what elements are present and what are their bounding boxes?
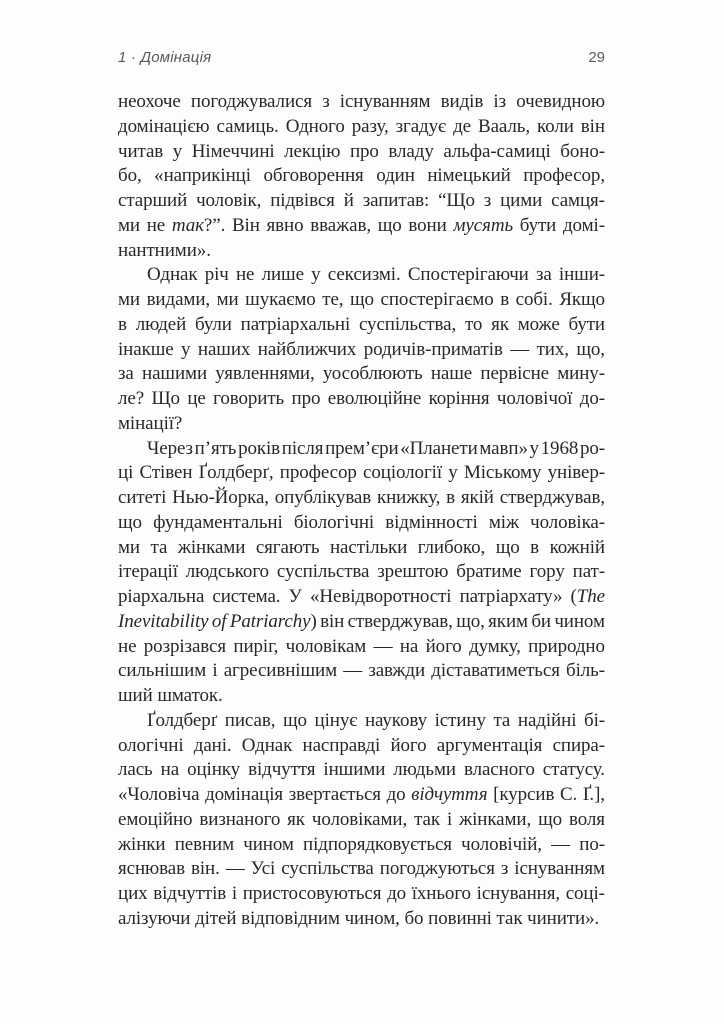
word: цінує [314, 709, 358, 731]
word: в [530, 536, 540, 558]
word: домінацією [118, 115, 210, 137]
word: У [288, 586, 302, 607]
word: патріархату» [459, 586, 563, 607]
text-line [118, 116, 605, 141]
word: гору [529, 561, 565, 583]
word: насправді [302, 734, 381, 756]
word: старший [118, 190, 188, 211]
text-line [118, 91, 605, 116]
word: до [386, 784, 406, 805]
word: емоційно [118, 808, 193, 830]
word: шукаємо [245, 289, 316, 310]
word: наших [197, 338, 251, 360]
word: що, [576, 338, 605, 360]
paragraph [118, 438, 605, 710]
text-line [118, 289, 605, 314]
word: з [483, 190, 492, 211]
word: відчуття [248, 759, 316, 781]
word: соціології [363, 462, 443, 484]
word: інши- [558, 264, 605, 286]
word: чоловіками, [311, 808, 408, 830]
word: Німеччині [191, 140, 275, 162]
word: пристосовуються [242, 883, 382, 904]
word: кожній [549, 536, 605, 558]
word: агресивнішим [223, 660, 337, 682]
word: він [320, 610, 345, 632]
word: лише [261, 264, 304, 286]
word: на [160, 759, 180, 781]
word: видів [440, 91, 484, 112]
word: аргументація [436, 734, 543, 756]
word: явно [266, 214, 304, 236]
word: згадує [395, 115, 447, 137]
text-line [118, 809, 605, 834]
word: як [287, 808, 305, 830]
word: (The [570, 586, 605, 607]
text-line [118, 240, 605, 265]
word: Усі [250, 858, 276, 880]
word: ро- [579, 437, 605, 459]
word: прем’єри [325, 437, 399, 459]
word: у [172, 140, 183, 162]
text-line [118, 759, 605, 784]
word: — [373, 635, 393, 657]
word: опублікував [274, 487, 372, 508]
word: Patriarchy) [229, 610, 317, 632]
word: зрештою [377, 561, 449, 583]
word: еволюційне [327, 388, 422, 409]
word: в [500, 289, 510, 310]
text-line [118, 462, 605, 487]
word: пиріг, [233, 635, 279, 657]
word: чином [554, 610, 605, 632]
word: його [425, 635, 462, 657]
word: тих, [536, 338, 569, 360]
word: С. [559, 784, 578, 805]
word: інакше [118, 338, 174, 360]
word: Міському [463, 462, 542, 484]
word: може [517, 313, 560, 335]
word: відчуття [411, 784, 488, 805]
word: суспільства, [358, 313, 457, 335]
word: мінації? [118, 412, 183, 434]
word: книжку, [376, 487, 441, 508]
paragraph [118, 710, 605, 933]
word: статусу. [542, 759, 605, 781]
word: настільки [329, 536, 408, 558]
word: воля [568, 808, 605, 830]
word: сильнішим [118, 660, 207, 682]
word: — [510, 338, 530, 360]
word: чоловіка- [530, 511, 605, 533]
chapter-label: 1 · Домінація [118, 49, 212, 66]
word: між [488, 511, 519, 533]
word: алізуючи [118, 907, 191, 929]
word: один [376, 165, 415, 187]
word: Однак [147, 264, 198, 286]
word: бі- [584, 709, 605, 731]
word: біологічні [293, 511, 375, 533]
word: сягають [255, 536, 320, 558]
word: разу, [351, 115, 389, 137]
word: повинні [428, 907, 492, 929]
word: уявленнями, [215, 363, 315, 385]
word: стверджував, [347, 610, 453, 632]
word: «Планети [400, 437, 478, 459]
word: про [291, 388, 321, 409]
word: of [211, 610, 227, 632]
text-line [118, 165, 605, 190]
text-line [118, 561, 605, 586]
word: жінками [177, 536, 246, 558]
word: в [446, 487, 456, 508]
word: нашими [142, 363, 208, 385]
word: вони [408, 214, 447, 236]
word: він. [190, 858, 220, 880]
word: звертається [288, 784, 381, 805]
word: яким [488, 610, 528, 632]
word: боно- [560, 140, 605, 162]
word: бути [568, 313, 605, 335]
word: наше [430, 363, 473, 385]
word: і [212, 660, 218, 682]
word: Якщо [559, 289, 605, 310]
word: де [453, 115, 471, 137]
word: мавп» [479, 437, 528, 459]
text-line [118, 413, 605, 438]
word: Ґолдберґ, [198, 462, 274, 484]
word: професор, [523, 165, 605, 187]
word: дітей [195, 907, 237, 929]
word: професор [279, 462, 357, 484]
word: це [187, 388, 206, 409]
word: оцінку [187, 759, 241, 781]
word: власного [463, 759, 535, 781]
word: чоловічій, [461, 833, 542, 855]
word: й [343, 190, 354, 211]
word: що [538, 808, 563, 830]
word: ми [118, 536, 140, 558]
text-line [118, 438, 605, 463]
word: система. [212, 586, 281, 607]
word: видами, [146, 289, 211, 310]
word: німецький [427, 165, 511, 187]
word: собі. [515, 289, 553, 310]
text-line [118, 685, 605, 710]
word: домінація [205, 784, 284, 805]
word: жінками, [459, 808, 532, 830]
word: підпорядковується [303, 833, 452, 855]
word: думку, [469, 635, 521, 657]
word: та [493, 709, 511, 731]
text-line [118, 264, 605, 289]
text-line [118, 908, 605, 933]
word: до- [579, 388, 605, 409]
word: то [464, 313, 483, 335]
word: з [322, 91, 330, 112]
word: за [118, 363, 134, 385]
word: самиць. [216, 115, 279, 137]
word: існуванням [514, 858, 605, 880]
text-line [118, 512, 605, 537]
word: суспільства [281, 858, 374, 880]
word: та [150, 536, 168, 558]
text-line [118, 314, 605, 339]
word: ми [216, 289, 239, 310]
text-line [118, 834, 605, 859]
word: цими [500, 190, 543, 211]
word: чинити». [527, 907, 600, 929]
word: первісне [480, 363, 549, 385]
word: відповідним [241, 907, 340, 929]
word: людьми [393, 759, 456, 781]
word: лась [118, 759, 153, 781]
word: домі- [562, 214, 605, 236]
word: біль- [566, 660, 605, 682]
word: так?”. [171, 214, 226, 236]
word: шматок. [157, 685, 223, 706]
word: вважав, [310, 214, 371, 236]
word: ми [118, 214, 140, 236]
word: якій [460, 487, 494, 508]
word: чоловік, [196, 190, 262, 211]
word: із [493, 91, 506, 112]
word: ший [118, 685, 153, 706]
word: погоджувалися [190, 91, 312, 112]
word: «Чоловіча [118, 784, 200, 805]
word: діставатиметься [431, 660, 560, 682]
word: істину [434, 709, 486, 731]
word: Він [231, 214, 260, 236]
word: «Невідворотності [309, 586, 452, 607]
text-line [118, 141, 605, 166]
word: що [282, 709, 307, 731]
word: у [311, 264, 321, 286]
word: про [349, 140, 379, 162]
word: — [225, 858, 245, 880]
text-line [118, 735, 605, 760]
word: коли [537, 115, 574, 137]
word: ці [118, 462, 134, 484]
word: лекцію [284, 140, 341, 162]
word: — [343, 660, 363, 682]
text-line [118, 611, 605, 636]
word: їхнього [411, 883, 471, 904]
word: людей [135, 313, 187, 335]
word: іншими [323, 759, 386, 781]
text-line [118, 858, 605, 883]
word: так [496, 907, 523, 929]
word: річ [204, 264, 229, 286]
word: не [146, 214, 166, 236]
word: родичів-приматів [363, 338, 503, 360]
word: братиме [456, 561, 522, 583]
paragraph [118, 264, 605, 437]
word: запитав: [362, 190, 430, 211]
word: обговорення [263, 165, 364, 187]
word: Ґолдберґ [147, 709, 218, 731]
word: стверджував, [499, 487, 605, 508]
word: Що [151, 388, 180, 409]
body-paragraphs [118, 91, 605, 933]
text-line [118, 487, 605, 512]
word: не [118, 635, 137, 657]
word: сексизмі. [327, 264, 401, 286]
word: глибоко, [417, 536, 486, 558]
word: завжди [368, 660, 426, 682]
word: найближчих [257, 338, 357, 360]
word: наукову [364, 709, 427, 731]
word: людського [185, 561, 269, 583]
word: пат- [572, 561, 605, 583]
word: те, [322, 289, 344, 310]
word: бути [519, 214, 557, 236]
word: що [349, 289, 374, 310]
word: соці- [565, 883, 605, 904]
text-line [118, 388, 605, 413]
word: Вааль, [478, 115, 531, 137]
word: що [495, 536, 520, 558]
word: універ- [547, 462, 605, 484]
word: надійні [517, 709, 577, 731]
page-number: 29 [588, 49, 605, 66]
text-line [118, 537, 605, 562]
word: Стівен [139, 462, 193, 484]
word: бо, [118, 165, 142, 187]
word: відчуттів [153, 883, 227, 904]
word: на [399, 635, 419, 657]
word: як [491, 313, 509, 335]
word: самця- [551, 190, 605, 211]
word: жінки [118, 833, 166, 855]
word: що [118, 511, 142, 533]
word: читав [118, 140, 164, 162]
word: чином [243, 833, 294, 855]
word: ріархальна [118, 586, 205, 607]
word: нантними». [118, 239, 211, 261]
word: ологічні [118, 734, 184, 756]
word: розрізався [143, 635, 227, 657]
word: спира- [552, 734, 605, 756]
word: не [235, 264, 255, 286]
text-line [118, 339, 605, 364]
word: певним [174, 833, 235, 855]
word: у [448, 462, 458, 484]
word: патріархальні [240, 313, 351, 335]
word: ітерації [118, 561, 178, 583]
word: Однак [241, 734, 293, 756]
word: [курсив [493, 784, 555, 805]
text-line [118, 363, 605, 388]
text-line [118, 190, 605, 215]
word: 1968 [540, 437, 579, 459]
word: відмінності [385, 511, 478, 533]
word: існуванням [339, 91, 431, 112]
word: цих [118, 883, 148, 904]
word: за [535, 264, 552, 286]
word: що, [456, 610, 485, 632]
word: дані. [193, 734, 232, 756]
word: говорить [213, 388, 285, 409]
word: існування, [476, 883, 560, 904]
word: природно [528, 635, 605, 657]
word: Нью-Йорка, [172, 487, 269, 508]
word: так [414, 808, 440, 830]
text-line [118, 883, 605, 908]
word: ле? [118, 388, 145, 409]
word: у [181, 338, 191, 360]
word: визнаного [199, 808, 281, 830]
word: неохоче [118, 91, 181, 112]
text-line [118, 784, 605, 809]
word: “Що [438, 190, 475, 211]
word: ситеті [118, 487, 167, 508]
word: мину- [557, 363, 605, 385]
word: погоджуються [379, 858, 495, 880]
word: мусять [453, 214, 513, 236]
word: чоловічої [496, 388, 573, 409]
word: суспільства [276, 561, 370, 583]
word: Через [147, 437, 193, 459]
word: з [500, 858, 509, 880]
word: його [390, 734, 427, 756]
word: альфа-самиці [443, 140, 551, 162]
word: Inevitability [118, 610, 209, 632]
word: були [194, 313, 232, 335]
word: бо [404, 907, 424, 929]
running-header [118, 49, 605, 66]
word: Ґ.], [582, 784, 605, 805]
word: у [529, 437, 539, 459]
text-line [118, 710, 605, 735]
word: фундаментальні [153, 511, 283, 533]
word: в [118, 313, 127, 335]
word: і [231, 883, 238, 904]
word: яснював [118, 858, 185, 880]
word: ми [118, 289, 140, 310]
word: владу [388, 140, 434, 162]
word: років [238, 437, 281, 459]
word: чоловікам [285, 635, 367, 657]
word: підвівся [270, 190, 335, 211]
word: уособлюють [322, 363, 423, 385]
word: «наприкінці [154, 165, 251, 187]
word: він [580, 115, 605, 137]
word: коріння [428, 388, 490, 409]
word: Спостерігаючи [407, 264, 529, 286]
word: — [551, 833, 571, 855]
word: по- [579, 833, 605, 855]
word: що [377, 214, 402, 236]
text-line [118, 586, 605, 611]
word: після [281, 437, 324, 459]
word: писав, [224, 709, 276, 731]
word: п’ять [194, 437, 237, 459]
text-line [118, 215, 605, 240]
word: і [446, 808, 453, 830]
word: чином, [344, 907, 400, 929]
word: до [387, 883, 407, 904]
paragraph [118, 91, 605, 264]
word: би [531, 610, 551, 632]
word: очевидною [516, 91, 605, 112]
text-line [118, 660, 605, 685]
word: спостерігаємо [380, 289, 494, 310]
text-line [118, 636, 605, 661]
word: Одного [285, 115, 345, 137]
